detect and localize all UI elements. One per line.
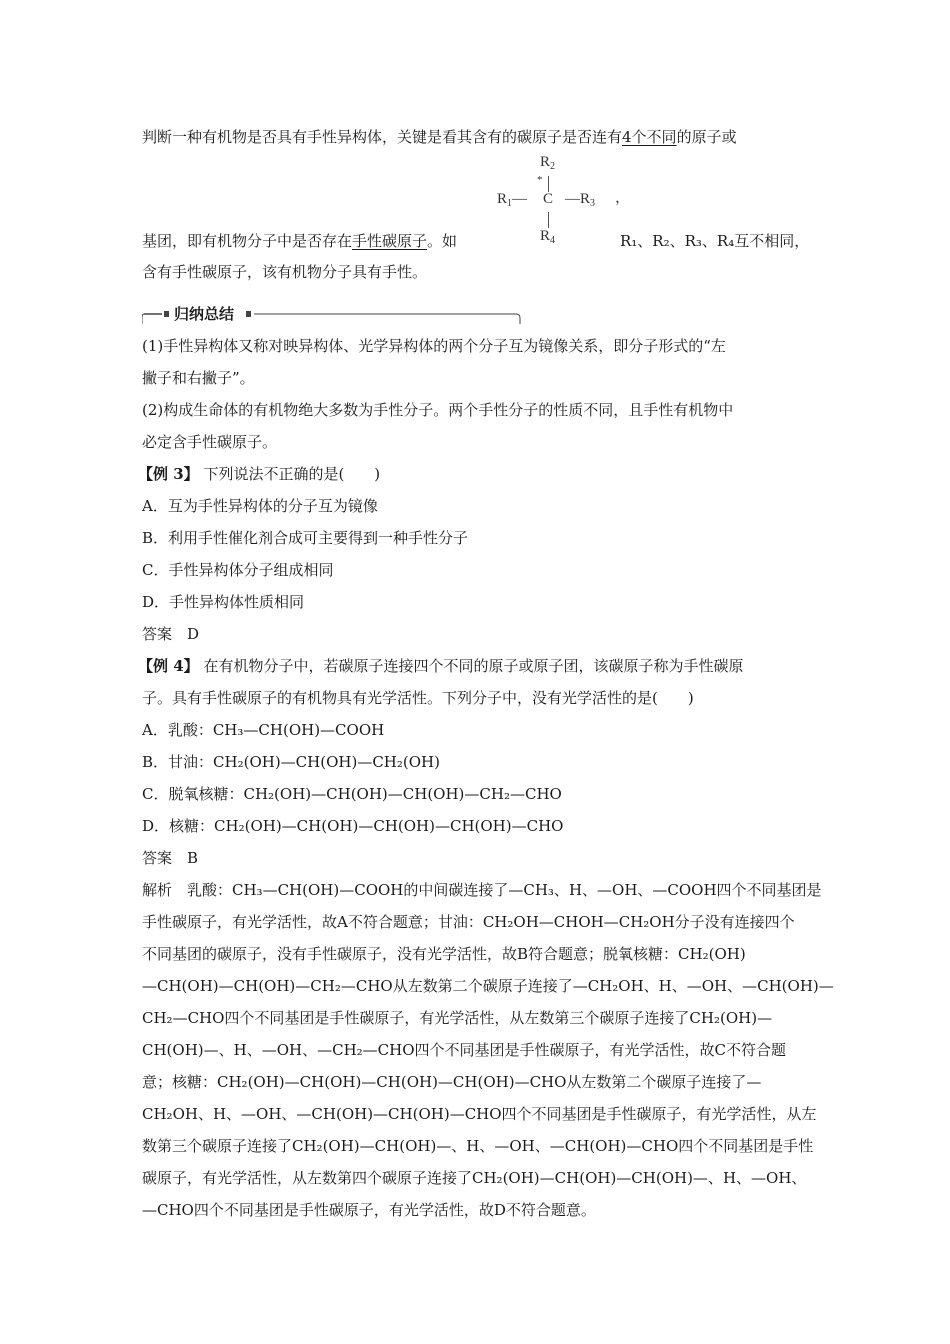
- analysis-line: CH₂—CHO四个不同基团是手性碳原子，有光学活性，从左数第三个碳原子连接了CH₂(OH)—: [142, 1009, 773, 1027]
- example-3-option-a: A．互为手性异构体的分子互为镜像: [142, 497, 378, 515]
- analysis-line: 碳原子，有光学活性，从左数第四个碳原子连接了CH₂(OH)—CH(OH)—CH(OH)—、H、—OH、: [142, 1169, 807, 1187]
- example-4-option-b: B．甘油：CH₂(OH)—CH(OH)—CH₂(OH): [142, 753, 440, 771]
- formula-r4: $R_4$: [540, 228, 556, 246]
- analysis-line: CH₂OH、H、—OH、—CH(OH)—CH(OH)—CHO四个不同基团是手性碳原子，有光学活性，从左: [142, 1105, 817, 1123]
- underlined-term: 手性碳原子: [352, 232, 428, 250]
- analysis-line: 不同基团的碳原子，没有手性碳原子，没有光学活性，故B符合题意；脱氧核糖：CH₂(OH): [142, 945, 746, 963]
- formula-center-carbon: C: [543, 191, 554, 207]
- summary-p1-line2: 撇子和右撇子”。: [142, 369, 255, 387]
- intro-text: 基团，即有机物分子中是否存在: [142, 232, 353, 250]
- underlined-term: 4个不同: [622, 128, 677, 146]
- example-4-option-d: D．核糖：CH₂(OH)—CH(OH)—CH(OH)—CH(OH)—CHO: [142, 817, 564, 835]
- formula-r2: $R_2$: [540, 154, 556, 172]
- analysis-line: 意；核糖：CH₂(OH)—CH(OH)—CH(OH)—CH(OH)—CHO从左数第二个碳原子连接了—: [142, 1073, 762, 1091]
- example-4-option-a: A．乳酸：CH₃—CH(OH)—COOH: [142, 721, 385, 739]
- example-3-option-b: B．利用手性催化剂合成可主要得到一种手性分子: [142, 529, 469, 547]
- analysis-line: 数第三个碳原子连接了CH₂(OH)—CH(OH)—、H、—OH、—CH(OH)—CHO四个不同基团是手性: [142, 1137, 814, 1155]
- analysis-line: 解析 乳酸：CH₃—CH(OH)—COOH的中间碳连接了—CH₃、H、—OH、—COOH四个不同基团是: [142, 881, 822, 899]
- intro-line-1: [142, 127, 737, 147]
- intro-text: 。如: [427, 232, 458, 250]
- analysis-line: —CHO四个不同基团是手性碳原子，有光学活性，故D不符合题意。: [142, 1201, 596, 1219]
- summary-p2-line1: (2)构成生命体的有机物绝大多数为手性分子。两个手性分子的性质不同，且手性有机物中: [142, 401, 734, 419]
- example-4-stem-line1: [138, 656, 743, 676]
- example-4-answer: 答案 B: [142, 849, 199, 867]
- example-tag: 【例 4】: [138, 657, 199, 675]
- intro-line-3: 含有手性碳原子，该有机物分子具有手性。: [142, 263, 428, 281]
- question-text: 下列说法不正确的是( ): [203, 465, 381, 483]
- analysis-line: —CH(OH)—CH(OH)—CH₂—CHO从左数第二个碳原子连接了—CH₂OH、H、—OH、—CH(OH)—: [142, 977, 834, 995]
- question-text: 在有机物分子中，若碳原子连接四个不同的原子或原子团，该碳原子称为手性碳原: [203, 657, 744, 675]
- formula-r3: $—R_3$: [565, 191, 596, 209]
- example-3-option-d: D．手性异构体性质相同: [142, 593, 305, 611]
- example-4-option-c: C．脱氧核糖：CH₂(OH)—CH(OH)—CH(OH)—CH₂—CHO: [142, 785, 562, 803]
- chiral-star: *: [537, 174, 543, 186]
- intro-text: 的原子或: [676, 128, 737, 146]
- analysis-line: CH(OH)—、H、—OH、—CH₂—CHO四个不同基团是手性碳原子，有光学活性，故C不符合题: [142, 1041, 787, 1059]
- intro-line-2: [142, 231, 457, 251]
- summary-p2-line2: 必定含手性碳原子。: [142, 433, 278, 451]
- formula-r1: $R_1—$: [497, 191, 528, 209]
- example-3-stem: [138, 464, 380, 484]
- summary-p1-line1: (1)手性异构体又称对映异构体、光学异构体的两个分子互为镜像关系，即分子形式的“左: [142, 337, 726, 355]
- analysis-line: 手性碳原子，有光学活性，故A不符合题意；甘油：CH₂OH—CHOH—CH₂OH分子没有连接四个: [142, 913, 795, 931]
- formula-comma: ，: [615, 190, 631, 206]
- bond-top: [548, 176, 549, 192]
- intro-text: 判断一种有机物是否具有手性异构体，关键是看其含有的碳原子是否连有: [142, 128, 623, 146]
- example-3-option-c: C．手性异构体分子组成相同: [142, 561, 334, 579]
- example-3-answer: 答案 D: [142, 625, 200, 643]
- summary-header: [142, 300, 522, 328]
- example-4-stem-line2: 子。具有手性碳原子的有机物具有光学活性。下列分子中，没有光学活性的是( ): [142, 689, 694, 707]
- bond-bottom: [548, 212, 549, 228]
- example-tag: 【例 3】: [138, 465, 199, 483]
- summary-title: 归纳总结: [174, 305, 235, 323]
- intro-line-2-tail: R₁、R₂、R₃、R₄互不相同，: [620, 232, 810, 250]
